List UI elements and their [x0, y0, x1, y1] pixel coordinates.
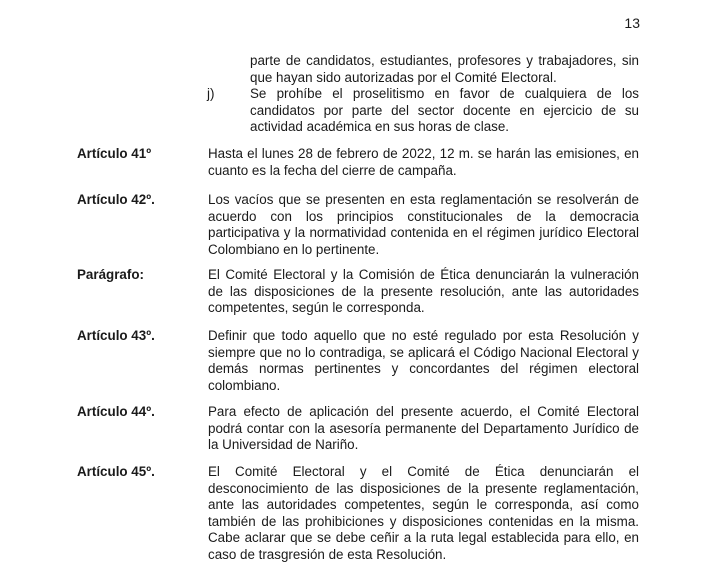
- article-text: El Comité Electoral y el Comité de Ética denunciarán el desconocimiento de las disposiciones de la presente reglamentación, ante las autoridades competentes, según le corresponda, así como también de las prohibiciones y disposiciones contenidas en la misma. Cabe aclarar que se debe ceñir a la ruta legal establecida para ello, en caso de trasgresión de esta Resolución.: [208, 464, 639, 562]
- list-item-marker: j): [207, 86, 215, 101]
- article-label: Artículo 45º.: [77, 464, 155, 479]
- article-label: Artículo 44º.: [77, 404, 155, 419]
- article-label: Artículo 43º.: [77, 328, 155, 343]
- article-text: Los vacíos que se presenten en esta reglamentación se resolverán de acuerdo con los principios constitucionales de la democracia participativa y la normatividad contenida en el régimen jurídico Electoral Colombiano en lo pertinente.: [208, 192, 639, 257]
- article-label: Parágrafo:: [77, 267, 144, 282]
- article-label: Artículo 42º.: [77, 192, 155, 207]
- continuation-paragraph: parte de candidatos, estudiantes, profesores y trabajadores, sin que hayan sido autorizadas por el Comité Electoral.: [250, 53, 639, 85]
- page-number: 13: [624, 15, 640, 31]
- article-text: El Comité Electoral y la Comisión de Ética denunciarán la vulneración de las disposiciones de la presente resolución, ante las autoridades competentes, según le corresponda.: [208, 267, 639, 316]
- list-item-text: Se prohíbe el proselitismo en favor de cualquiera de los candidatos por parte del sector docente en ejercicio de su actividad académica en sus horas de clase.: [250, 86, 639, 135]
- article-text: Para efecto de aplicación del presente acuerdo, el Comité Electoral podrá contar con la asesoría permanente del Departamento Jurídico de la Universidad de Nariño.: [208, 404, 639, 453]
- article-text: Hasta el lunes 28 de febrero de 2022, 12 m. se harán las emisiones, en cuanto es la fecha del cierre de campaña.: [208, 146, 639, 178]
- article-label: Artículo 41º: [77, 146, 152, 161]
- article-text: Definir que todo aquello que no esté regulado por esta Resolución y siempre que no lo contradiga, se aplicará el Código Nacional Electoral y demás normas pertinentes y concordantes del régimen electoral colombiano.: [208, 328, 639, 393]
